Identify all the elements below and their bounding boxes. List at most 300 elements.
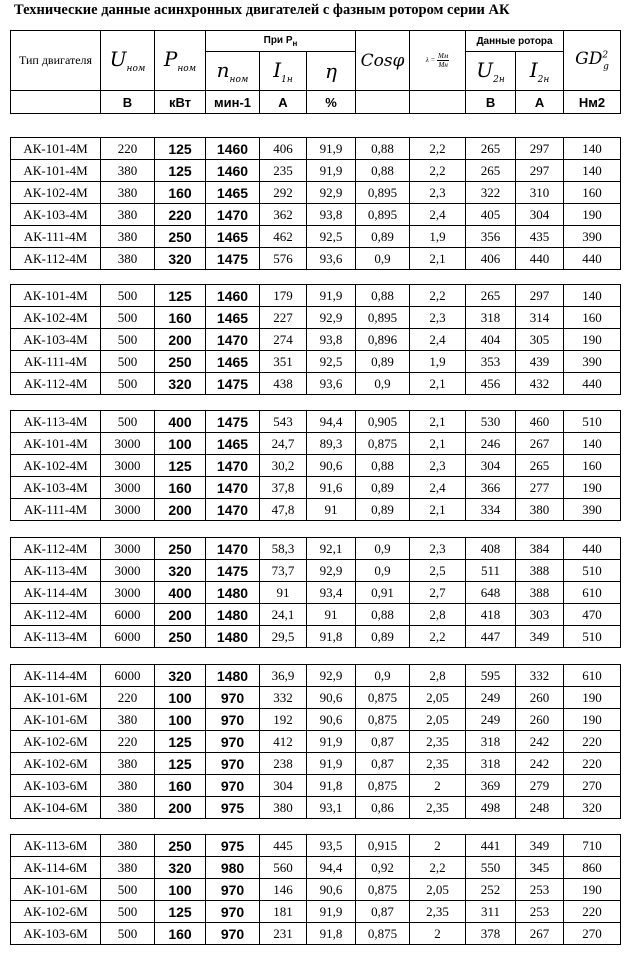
value-cell: 388 <box>516 582 564 604</box>
value-cell: 318 <box>466 307 516 329</box>
motor-type-cell: АК-101-4М <box>11 138 101 160</box>
table-row <box>11 351 621 373</box>
value-cell: 250 <box>155 351 206 373</box>
value-cell: 250 <box>155 626 206 648</box>
value-cell: 2,2 <box>410 138 466 160</box>
value-cell: 305 <box>516 329 564 351</box>
value-cell: 3000 <box>101 582 155 604</box>
value-cell: 500 <box>101 411 155 433</box>
value-cell: 356 <box>466 226 516 248</box>
value-cell: 2 <box>410 923 466 945</box>
unit-cell: мин-1 <box>206 91 260 114</box>
value-cell: 270 <box>564 923 621 945</box>
header-group-rotor: Данные ротора <box>466 31 564 52</box>
value-cell: 140 <box>564 285 621 307</box>
value-cell: 90,6 <box>307 687 356 709</box>
value-cell: 349 <box>516 626 564 648</box>
value-cell: 260 <box>516 687 564 709</box>
value-cell: 265 <box>466 160 516 182</box>
value-cell: 100 <box>155 687 206 709</box>
table-row <box>11 709 621 731</box>
value-cell: 0,88 <box>356 455 410 477</box>
value-cell: 500 <box>101 879 155 901</box>
value-cell: 1480 <box>206 665 260 687</box>
value-cell: 332 <box>516 665 564 687</box>
value-cell: 530 <box>466 411 516 433</box>
value-cell: 320 <box>155 248 206 270</box>
value-cell: 91,9 <box>307 160 356 182</box>
table-row <box>11 307 621 329</box>
value-cell: 250 <box>155 226 206 248</box>
value-cell: 2,7 <box>410 582 466 604</box>
motor-type-cell: АК-113-4М <box>11 411 101 433</box>
table-row <box>11 731 621 753</box>
value-cell: 970 <box>206 687 260 709</box>
value-cell: 320 <box>155 857 206 879</box>
value-cell: 412 <box>260 731 307 753</box>
value-cell: 279 <box>516 775 564 797</box>
motor-type-cell: АК-102-6М <box>11 753 101 775</box>
value-cell: 320 <box>155 665 206 687</box>
value-cell: 36,9 <box>260 665 307 687</box>
value-cell: 100 <box>155 879 206 901</box>
motor-type-cell: АК-103-4М <box>11 329 101 351</box>
value-cell: 440 <box>564 248 621 270</box>
value-cell: 318 <box>466 731 516 753</box>
value-cell: 265 <box>466 285 516 307</box>
value-cell: 500 <box>101 329 155 351</box>
value-cell: 0,87 <box>356 901 410 923</box>
value-cell: 140 <box>564 138 621 160</box>
value-cell: 408 <box>466 538 516 560</box>
value-cell: 0,895 <box>356 182 410 204</box>
value-cell: 250 <box>155 835 206 857</box>
value-cell: 0,91 <box>356 582 410 604</box>
value-cell: 970 <box>206 879 260 901</box>
value-cell: 710 <box>564 835 621 857</box>
value-cell: 6000 <box>101 604 155 626</box>
value-cell: 235 <box>260 160 307 182</box>
value-cell: 970 <box>206 731 260 753</box>
motor-type-cell: АК-111-4М <box>11 351 101 373</box>
header-i1n: $I_{1н}$ <box>260 52 307 91</box>
value-cell: 970 <box>206 901 260 923</box>
table-row <box>11 226 621 248</box>
value-cell: 362 <box>260 204 307 226</box>
value-cell: 93,8 <box>307 204 356 226</box>
header-p-nom: $P_{ном}$ <box>155 31 206 91</box>
value-cell: 1460 <box>206 138 260 160</box>
value-cell: 93,5 <box>307 835 356 857</box>
value-cell: 366 <box>466 477 516 499</box>
value-cell: 543 <box>260 411 307 433</box>
motor-type-cell: АК-112-4М <box>11 248 101 270</box>
value-cell: 2,4 <box>410 329 466 351</box>
value-cell: 190 <box>564 477 621 499</box>
data-group-6 <box>10 834 621 945</box>
value-cell: 510 <box>564 626 621 648</box>
value-cell: 220 <box>155 204 206 226</box>
table-row <box>11 797 621 819</box>
value-cell: 500 <box>101 373 155 395</box>
value-cell: 0,89 <box>356 226 410 248</box>
motor-type-cell: АК-101-6М <box>11 879 101 901</box>
table-row <box>11 753 621 775</box>
value-cell: 220 <box>564 753 621 775</box>
header-u-nom: $U_{ном}$ <box>101 31 155 91</box>
value-cell: 2,05 <box>410 709 466 731</box>
unit-cell: В <box>101 91 155 114</box>
value-cell: 2,3 <box>410 455 466 477</box>
header-gd2: $GD^2_g$ <box>564 31 621 91</box>
value-cell: 30,2 <box>260 455 307 477</box>
value-cell: 349 <box>516 835 564 857</box>
value-cell: 510 <box>564 411 621 433</box>
table-row <box>11 138 621 160</box>
value-cell: 500 <box>101 923 155 945</box>
value-cell: 0,875 <box>356 433 410 455</box>
value-cell: 92,1 <box>307 538 356 560</box>
value-cell: 2 <box>410 835 466 857</box>
value-cell: 1480 <box>206 582 260 604</box>
unit-cell-type <box>11 91 101 114</box>
value-cell: 2,05 <box>410 879 466 901</box>
value-cell: 160 <box>155 775 206 797</box>
value-cell: 90,6 <box>307 455 356 477</box>
table-row <box>11 923 621 945</box>
header-group-rated: При $P_н$ <box>206 31 356 52</box>
value-cell: 369 <box>466 775 516 797</box>
value-cell: 92,5 <box>307 351 356 373</box>
value-cell: 1465 <box>206 226 260 248</box>
value-cell: 2,35 <box>410 901 466 923</box>
value-cell: 24,1 <box>260 604 307 626</box>
value-cell: 405 <box>466 204 516 226</box>
value-cell: 220 <box>101 687 155 709</box>
table-row <box>11 411 621 433</box>
motor-type-cell: АК-102-4М <box>11 455 101 477</box>
table-row <box>11 901 621 923</box>
value-cell: 179 <box>260 285 307 307</box>
value-cell: 860 <box>564 857 621 879</box>
value-cell: 970 <box>206 775 260 797</box>
motor-type-cell: АК-114-4М <box>11 665 101 687</box>
value-cell: 435 <box>516 226 564 248</box>
value-cell: 160 <box>155 182 206 204</box>
value-cell: 303 <box>516 604 564 626</box>
value-cell: 980 <box>206 857 260 879</box>
unit-cell: А <box>516 91 564 114</box>
value-cell: 0,9 <box>356 538 410 560</box>
value-cell: 270 <box>564 775 621 797</box>
value-cell: 2,35 <box>410 797 466 819</box>
value-cell: 246 <box>466 433 516 455</box>
motor-type-cell: АК-104-6М <box>11 797 101 819</box>
value-cell: 2,2 <box>410 285 466 307</box>
value-cell: 1465 <box>206 307 260 329</box>
value-cell: 304 <box>466 455 516 477</box>
data-group-5 <box>10 664 621 819</box>
value-cell: 91,8 <box>307 775 356 797</box>
value-cell: 125 <box>155 160 206 182</box>
unit-cell: Нм2 <box>564 91 621 114</box>
table-row <box>11 373 621 395</box>
value-cell: 100 <box>155 709 206 731</box>
table-row <box>11 455 621 477</box>
value-cell: 970 <box>206 923 260 945</box>
value-cell: 2,2 <box>410 626 466 648</box>
value-cell: 1,9 <box>410 226 466 248</box>
value-cell: 1,9 <box>410 351 466 373</box>
value-cell: 0,89 <box>356 351 410 373</box>
value-cell: 181 <box>260 901 307 923</box>
value-cell: 0,875 <box>356 687 410 709</box>
value-cell: 332 <box>260 687 307 709</box>
value-cell: 91,8 <box>307 626 356 648</box>
value-cell: 318 <box>466 753 516 775</box>
value-cell: 242 <box>516 753 564 775</box>
value-cell: 320 <box>155 373 206 395</box>
table-header <box>10 30 621 114</box>
value-cell: 297 <box>516 138 564 160</box>
value-cell: 0,89 <box>356 626 410 648</box>
page-title: Технические данные асинхронных двигателей с фазным ротором серии АК <box>14 2 510 18</box>
value-cell: 160 <box>564 307 621 329</box>
value-cell: 265 <box>516 455 564 477</box>
motor-type-cell: АК-111-4М <box>11 226 101 248</box>
value-cell: 500 <box>101 901 155 923</box>
table-row <box>11 538 621 560</box>
value-cell: 1470 <box>206 499 260 521</box>
value-cell: 1470 <box>206 455 260 477</box>
value-cell: 311 <box>466 901 516 923</box>
header-u2n: $U_{2н}$ <box>466 52 516 91</box>
value-cell: 380 <box>101 835 155 857</box>
table-row <box>11 879 621 901</box>
value-cell: 190 <box>564 329 621 351</box>
value-cell: 2,05 <box>410 687 466 709</box>
value-cell: 146 <box>260 879 307 901</box>
value-cell: 0,87 <box>356 753 410 775</box>
value-cell: 297 <box>516 160 564 182</box>
value-cell: 89,3 <box>307 433 356 455</box>
motor-type-cell: АК-101-6М <box>11 687 101 709</box>
value-cell: 441 <box>466 835 516 857</box>
value-cell: 0,86 <box>356 797 410 819</box>
value-cell: 37,8 <box>260 477 307 499</box>
value-cell: 253 <box>516 879 564 901</box>
value-cell: 160 <box>564 182 621 204</box>
value-cell: 47,8 <box>260 499 307 521</box>
header-type: Тип двигателя <box>11 31 101 91</box>
value-cell: 0,9 <box>356 373 410 395</box>
motor-type-cell: АК-113-4М <box>11 560 101 582</box>
value-cell: 249 <box>466 709 516 731</box>
value-cell: 0,89 <box>356 477 410 499</box>
value-cell: 93,8 <box>307 329 356 351</box>
value-cell: 2,1 <box>410 499 466 521</box>
value-cell: 320 <box>155 560 206 582</box>
value-cell: 560 <box>260 857 307 879</box>
value-cell: 380 <box>101 797 155 819</box>
value-cell: 190 <box>564 879 621 901</box>
value-cell: 0,88 <box>356 285 410 307</box>
motor-type-cell: АК-103-6М <box>11 923 101 945</box>
motor-type-cell: АК-101-6М <box>11 709 101 731</box>
motor-type-cell: АК-103-4М <box>11 477 101 499</box>
value-cell: 91,9 <box>307 138 356 160</box>
value-cell: 1475 <box>206 248 260 270</box>
motor-type-cell: АК-103-6М <box>11 775 101 797</box>
value-cell: 320 <box>564 797 621 819</box>
value-cell: 73,7 <box>260 560 307 582</box>
value-cell: 160 <box>155 477 206 499</box>
value-cell: 510 <box>564 560 621 582</box>
value-cell: 380 <box>101 857 155 879</box>
value-cell: 125 <box>155 455 206 477</box>
value-cell: 58,3 <box>260 538 307 560</box>
value-cell: 3000 <box>101 433 155 455</box>
unit-cell <box>410 91 466 114</box>
value-cell: 29,5 <box>260 626 307 648</box>
value-cell: 92,5 <box>307 226 356 248</box>
value-cell: 220 <box>101 731 155 753</box>
value-cell: 380 <box>516 499 564 521</box>
value-cell: 253 <box>516 901 564 923</box>
value-cell: 200 <box>155 329 206 351</box>
value-cell: 92,9 <box>307 665 356 687</box>
value-cell: 390 <box>564 351 621 373</box>
value-cell: 304 <box>260 775 307 797</box>
value-cell: 6000 <box>101 626 155 648</box>
value-cell: 432 <box>516 373 564 395</box>
value-cell: 292 <box>260 182 307 204</box>
value-cell: 160 <box>564 455 621 477</box>
value-cell: 0,895 <box>356 307 410 329</box>
value-cell: 380 <box>101 775 155 797</box>
value-cell: 91,9 <box>307 901 356 923</box>
table-row <box>11 604 621 626</box>
value-cell: 380 <box>101 709 155 731</box>
table-row <box>11 182 621 204</box>
table-row <box>11 835 621 857</box>
table-row <box>11 204 621 226</box>
value-cell: 91 <box>260 582 307 604</box>
value-cell: 3000 <box>101 499 155 521</box>
value-cell: 0,87 <box>356 731 410 753</box>
data-group-3 <box>10 410 621 521</box>
motor-type-cell: АК-112-4М <box>11 373 101 395</box>
value-cell: 125 <box>155 285 206 307</box>
value-cell: 0,875 <box>356 709 410 731</box>
motor-type-cell: АК-101-4М <box>11 433 101 455</box>
value-cell: 2,1 <box>410 248 466 270</box>
unit-cell: В <box>466 91 516 114</box>
table-row <box>11 775 621 797</box>
table-row <box>11 433 621 455</box>
value-cell: 0,9 <box>356 665 410 687</box>
value-cell: 0,92 <box>356 857 410 879</box>
motor-type-cell: АК-102-6М <box>11 901 101 923</box>
value-cell: 267 <box>516 433 564 455</box>
value-cell: 0,88 <box>356 604 410 626</box>
value-cell: 970 <box>206 753 260 775</box>
value-cell: 92,9 <box>307 307 356 329</box>
value-cell: 404 <box>466 329 516 351</box>
table-row <box>11 248 621 270</box>
value-cell: 380 <box>260 797 307 819</box>
unit-cell: А <box>260 91 307 114</box>
value-cell: 0,875 <box>356 879 410 901</box>
value-cell: 1480 <box>206 626 260 648</box>
value-cell: 125 <box>155 753 206 775</box>
value-cell: 304 <box>516 204 564 226</box>
value-cell: 91 <box>307 604 356 626</box>
value-cell: 297 <box>516 285 564 307</box>
data-group-4 <box>10 537 621 648</box>
data-group-1 <box>10 137 621 270</box>
value-cell: 2 <box>410 775 466 797</box>
value-cell: 91,6 <box>307 477 356 499</box>
value-cell: 125 <box>155 731 206 753</box>
table-row <box>11 560 621 582</box>
motor-type-cell: АК-101-4М <box>11 285 101 307</box>
value-cell: 2,3 <box>410 538 466 560</box>
value-cell: 190 <box>564 687 621 709</box>
value-cell: 94,4 <box>307 857 356 879</box>
data-group-2 <box>10 284 621 395</box>
value-cell: 2,35 <box>410 753 466 775</box>
value-cell: 91,9 <box>307 285 356 307</box>
value-cell: 90,6 <box>307 879 356 901</box>
value-cell: 92,9 <box>307 560 356 582</box>
value-cell: 550 <box>466 857 516 879</box>
value-cell: 3000 <box>101 455 155 477</box>
value-cell: 227 <box>260 307 307 329</box>
header-n-nom: $n_{ном}$ <box>206 52 260 91</box>
value-cell: 439 <box>516 351 564 373</box>
unit-cell <box>356 91 410 114</box>
value-cell: 406 <box>260 138 307 160</box>
table-row <box>11 285 621 307</box>
value-cell: 277 <box>516 477 564 499</box>
value-cell: 0,88 <box>356 160 410 182</box>
value-cell: 2,8 <box>410 604 466 626</box>
value-cell: 384 <box>516 538 564 560</box>
value-cell: 100 <box>155 433 206 455</box>
value-cell: 91,8 <box>307 923 356 945</box>
value-cell: 2,35 <box>410 731 466 753</box>
value-cell: 2,3 <box>410 307 466 329</box>
table-row <box>11 665 621 687</box>
value-cell: 1470 <box>206 204 260 226</box>
unit-cell: % <box>307 91 356 114</box>
value-cell: 2,4 <box>410 204 466 226</box>
value-cell: 2,4 <box>410 477 466 499</box>
value-cell: 140 <box>564 433 621 455</box>
value-cell: 92,9 <box>307 182 356 204</box>
motor-type-cell: АК-111-4М <box>11 499 101 521</box>
value-cell: 462 <box>260 226 307 248</box>
value-cell: 438 <box>260 373 307 395</box>
value-cell: 1465 <box>206 433 260 455</box>
value-cell: 24,7 <box>260 433 307 455</box>
value-cell: 1460 <box>206 160 260 182</box>
value-cell: 380 <box>101 248 155 270</box>
value-cell: 500 <box>101 307 155 329</box>
value-cell: 242 <box>516 731 564 753</box>
value-cell: 0,88 <box>356 138 410 160</box>
